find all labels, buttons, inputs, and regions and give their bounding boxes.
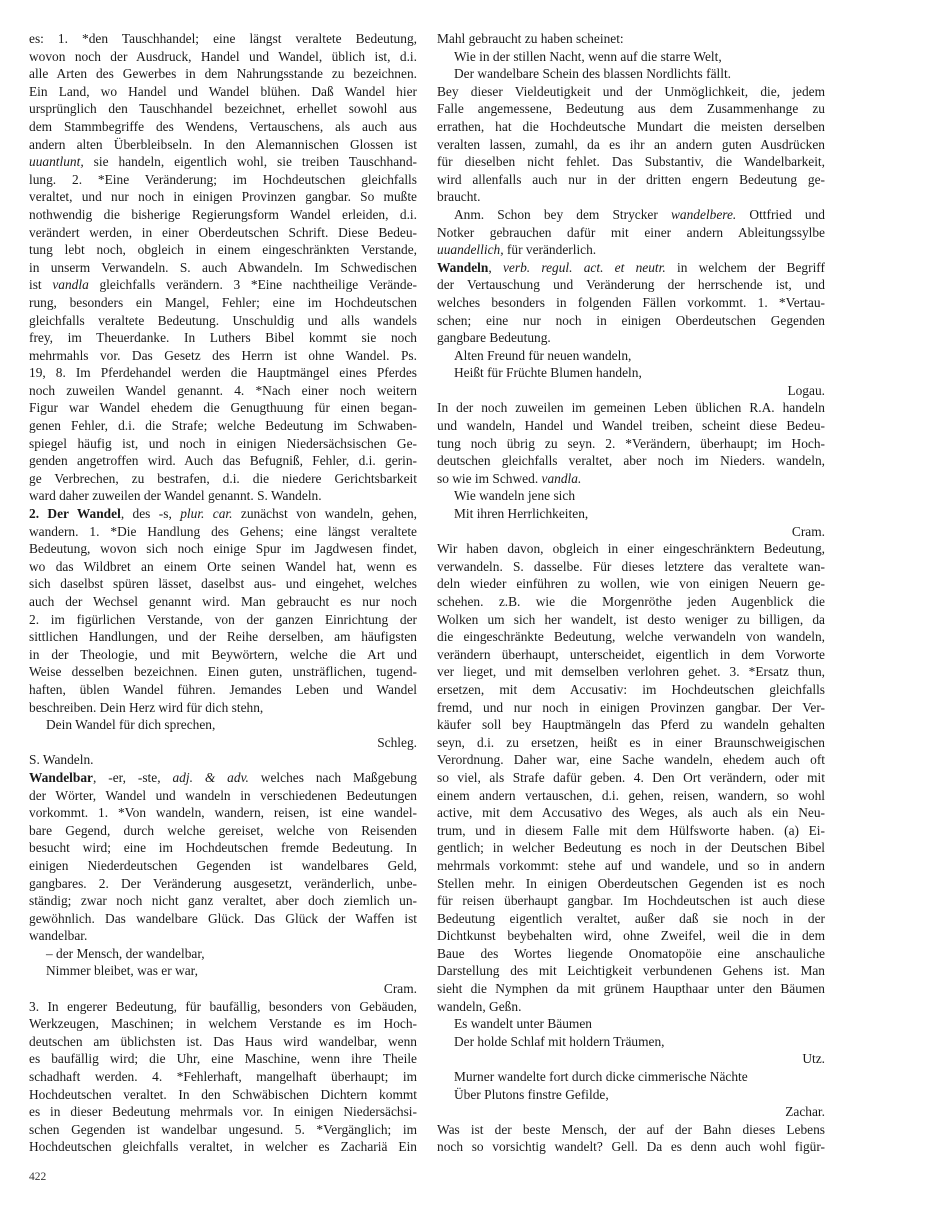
text-segment: tung noch übrig zu seyn. 2. *Verändern, überhaupt; im Hoch- — [437, 435, 825, 451]
text-line — [437, 998, 825, 1016]
text-line — [437, 1033, 825, 1051]
text-line — [29, 646, 417, 664]
text-segment: tung lebt noch, obgleich in einem eingeschränkten Verstande, — [29, 242, 417, 258]
text-segment: deutschen am üblichsten ist. Das Haus wird wandelbar, wenn — [29, 1033, 417, 1049]
text-line — [29, 1103, 417, 1121]
text-segment: es: 1. *den Tauschhandel; eine längst veraltete Bedeutung, — [29, 31, 417, 46]
text-line — [29, 118, 417, 136]
text-line — [29, 206, 417, 224]
text-segment: ist — [29, 277, 53, 293]
text-line — [437, 118, 825, 136]
text-segment: Ottfried und — [736, 206, 825, 222]
text-line — [437, 751, 825, 769]
text-segment: trum, und in diesem Falle mit dem Hülfsworte haben. (a) Ei- — [437, 822, 825, 838]
text-segment: verwandeln. S. dasselbe. Für dieses letztere das veraltete wan- — [437, 558, 825, 574]
italic-text: plur. car. — [180, 506, 233, 522]
text-line — [437, 734, 825, 752]
italic-text: verb. regul. act. et neutr. — [502, 259, 666, 275]
text-line — [29, 1138, 417, 1156]
text-segment: gangbare Bedeutung. — [437, 330, 551, 346]
text-line — [29, 839, 417, 857]
text-segment: Hochdeutschen veraltet. In den Schwäbischen Dichtern kommt — [29, 1086, 417, 1102]
text-line — [29, 259, 417, 277]
text-line — [29, 628, 417, 646]
text-segment: ver lieget, und mit demselben verlohren gehet. 3. *Ersatz thun, — [437, 664, 825, 680]
text-segment: schen Gegenden ist wandelbar ungesund. 5. *Vergänglich; im — [29, 1121, 417, 1137]
text-line — [437, 839, 825, 857]
text-segment: so wie im Schwed. — [437, 470, 542, 486]
text-line — [437, 699, 825, 717]
text-segment: wandern. 1. *Die Handlung des Gehens; eine längst veraltete — [29, 523, 417, 539]
text-segment: gangbares. 2. Der Veränderung ausgesetzt, veränderlich, unbe- — [29, 875, 417, 891]
text-line — [437, 1138, 825, 1156]
text-line — [29, 470, 417, 488]
text-segment: der Vertauschung und Veränderung der herrschende ist, und — [437, 277, 825, 293]
text-line — [437, 769, 825, 787]
text-segment: Baue des Wortes liegende Onomatopöie eine anschauliche — [437, 945, 825, 961]
text-segment: frey, im Theuerdanke. In Luthers Bibel kommt sie noch — [29, 330, 417, 346]
text-segment: Dichtkunst beybehalten wird, ohne Zweifel, weil die in dem — [437, 928, 825, 944]
text-segment: Cram. — [383, 981, 417, 997]
italic-text: vandla. — [541, 470, 582, 486]
text-segment: , -er, -ste, — [93, 769, 173, 785]
text-segment: der Wörter, Wandel und wandeln in verschiedenen Bedeutungen — [29, 787, 417, 803]
text-line — [437, 452, 825, 470]
text-line — [29, 1033, 417, 1051]
text-segment: sieht die Nymphen da mit grünem Haupthaar unter den Bäumen — [437, 981, 825, 997]
text-line — [29, 153, 417, 171]
text-segment: es baufällig wird; die Uhr, eine Maschine, wenn ihre Theile — [29, 1051, 417, 1067]
text-segment: gleichfalls veraltete Bedeutung. Unschuldig und alls wandels — [29, 312, 417, 328]
text-line — [437, 575, 825, 593]
text-segment: für dieselben nicht fehlet. Das Substantiv, die Wandelbarkeit, — [437, 154, 825, 170]
text-segment: und wandeln, Handel und Wandel treiben, scheint diese Bedeu- — [437, 418, 825, 434]
text-line — [29, 1068, 417, 1086]
text-segment: Werkzeugen, Maschinen; in welchem Verstande es im Hoch- — [29, 1016, 417, 1032]
text-line — [29, 875, 417, 893]
text-segment: veraltet, und nur noch in einigen Provinzen gangbar. So mußte — [29, 189, 417, 205]
text-line — [29, 699, 417, 717]
text-line — [29, 136, 417, 154]
text-line — [29, 751, 417, 769]
text-line — [437, 188, 825, 206]
text-segment: es in dieser Bedeutung mehrmals vor. In einigen Niedersächsi- — [29, 1104, 417, 1120]
text-line — [437, 1050, 825, 1068]
text-segment: Weise desselben bezeichnen. Einen guten, unsträflichen, tugend- — [29, 664, 417, 680]
text-line — [437, 593, 825, 611]
text-segment: rung, besonders ein Mangel, Fehler; eine im Hochdeutschen — [29, 294, 417, 310]
text-line — [29, 734, 417, 752]
text-segment: ständig; zwar noch nicht ganz veraltet, aber doch ziemlich un- — [29, 893, 417, 909]
text-segment: Darstellung des mit Leichtigkeit verbundenen Gehens ist. Man — [437, 963, 825, 979]
text-segment: Schleg. — [377, 734, 417, 750]
text-segment: Zachar. — [785, 1104, 825, 1120]
text-segment: seyn, d.i. zu ersetzen, heißt es in einer Braunschweigischen — [437, 734, 825, 750]
text-line — [29, 452, 417, 470]
text-line — [437, 206, 825, 224]
text-segment: Bedeutung eigentlich veraltet, außer daß sie noch in der — [437, 910, 825, 926]
text-line — [29, 241, 417, 259]
text-line — [437, 382, 825, 400]
text-segment: in welchem der Begriff — [665, 259, 825, 275]
text-line — [437, 716, 825, 734]
italic-text: vandla — [52, 277, 89, 293]
text-line — [437, 523, 825, 541]
text-segment: Nimmer bleibet, was er war, — [46, 963, 198, 979]
text-segment: 19, 8. Im Pferdehandel werden die Hauptmängel eines Pferdes — [29, 365, 417, 381]
text-line — [437, 558, 825, 576]
left-column — [29, 30, 417, 1156]
text-segment: Wie wandeln jene sich — [454, 488, 576, 504]
text-segment: Utz. — [802, 1051, 825, 1067]
text-segment: gleichfalls verändern. 3 *Eine nachtheilige Verände- — [88, 277, 417, 293]
text-line — [437, 312, 825, 330]
text-line — [29, 171, 417, 189]
text-segment: Falle angemessene, Bedeutung aus dem Zusammenhange zu — [437, 101, 825, 117]
text-segment: in der Theologie, und mit Beywörtern, welche die Art und — [29, 646, 417, 662]
text-segment: ursprünglich den Tauschhandel bezeichnet, erhellet sowohl aus — [29, 101, 417, 117]
text-line — [29, 857, 417, 875]
text-line — [437, 646, 825, 664]
text-line — [29, 417, 417, 435]
text-line — [29, 575, 417, 593]
text-line — [29, 30, 417, 48]
text-segment: haften, üblen Wandel führen. Jemandes Leben und Wandel — [29, 681, 417, 697]
text-segment: genen Fehler, d.i. die Strafe; welche Bedeutung im Schwaben- — [29, 418, 417, 434]
text-segment: noch so vorsichtig wandelt? Gell. Da es denn auch wohl figür- — [437, 1139, 825, 1155]
text-line — [437, 83, 825, 101]
text-segment: sittlichen Handlungen, und der Reihe derselben, am häufigsten — [29, 629, 417, 645]
text-segment: die eingeschränkte Bedeutung, welche verwandeln von wandeln, — [437, 629, 825, 645]
text-line — [437, 822, 825, 840]
text-line — [437, 153, 825, 171]
italic-text: uuantlunt, — [29, 154, 84, 170]
text-line — [29, 611, 417, 629]
text-segment: Cram. — [791, 523, 825, 539]
text-line — [29, 558, 417, 576]
text-segment: wovon noch der Ausdruck, Handel und Wandel, üblich ist, d.i. — [29, 48, 417, 64]
text-segment: welches besonders in folgenden Fällen vorkommt. 1. *Vertau- — [437, 294, 825, 310]
text-segment: wandeln, Geßn. — [437, 998, 522, 1014]
text-segment: Notker gebrauchen dafür mit einer andern Ableitungssylbe — [437, 224, 825, 240]
text-segment: genden angetroffen wird. Auch das Befugniß, Fehler, d.i. gerin- — [29, 453, 417, 469]
text-line — [437, 663, 825, 681]
text-segment: S. Wandeln. — [29, 752, 94, 768]
text-segment: Über Plutons finstre Gefilde, — [454, 1086, 609, 1102]
text-line — [29, 188, 417, 206]
headword: 2. Der Wandel — [29, 506, 121, 522]
text-line — [29, 927, 417, 945]
text-segment: besucht wird; eine im Hochdeutschen fremde Bedeutung. In — [29, 840, 417, 856]
text-line — [29, 294, 417, 312]
text-line — [29, 540, 417, 558]
text-line — [437, 962, 825, 980]
text-segment: Verordnung. Daher war, eine Sache wandeln, ehedem auch oft — [437, 752, 825, 768]
text-segment: Es wandelt unter Bäumen — [454, 1016, 592, 1032]
text-line — [437, 1086, 825, 1104]
text-line — [29, 945, 417, 963]
text-line — [29, 787, 417, 805]
text-line — [29, 487, 417, 505]
text-segment: Logau. — [787, 382, 825, 398]
text-line — [29, 65, 417, 83]
text-line — [437, 399, 825, 417]
text-line — [29, 663, 417, 681]
text-segment: noch zuweilen Wandel genannt. 4. *Nach einer noch weitern — [29, 382, 417, 398]
text-segment: nothwendig die bisherige Regierungsform Wandel erleiden, d.i. — [29, 206, 417, 222]
text-segment: dem Stammbegriffe des Wendens, Vertauschens, als auch aus — [29, 118, 417, 134]
text-segment: ward daher zuweilen der Wandel genannt. S. Wandeln. — [29, 488, 322, 504]
text-line — [29, 399, 417, 417]
text-line — [29, 716, 417, 734]
text-segment: ersetzen, mit dem Accusativ: im Hochdeutschen gleichfalls — [437, 681, 825, 697]
text-segment: Figur war Wandel ehedem die Genugthuung für einen began- — [29, 400, 417, 416]
text-line — [437, 417, 825, 435]
text-line — [437, 48, 825, 66]
text-segment: Alten Freund für neuen wandeln, — [454, 347, 632, 363]
text-segment: gentlich; in welcher Bedeutung es noch in der Deutschen Bibel — [437, 840, 825, 856]
text-line — [29, 980, 417, 998]
text-segment: bare Gegend, durch welche gereiset, welche von Reisenden — [29, 822, 417, 838]
text-segment: andern alten Überbleibseln. In den Alemannischen Glossen ist — [29, 136, 417, 152]
text-segment: spiegel häufig ist, und noch in einigen Niedersächsischen Ge- — [29, 435, 417, 451]
text-line — [29, 276, 417, 294]
text-segment: deutschen gleichfalls veraltet, aber noch im Nieders. wandeln, — [437, 453, 825, 469]
text-segment: schadhaft werden. 4. *Fehlerhaft, mangelhaft überhaupt; im — [29, 1069, 417, 1085]
text-line — [29, 822, 417, 840]
text-line — [437, 611, 825, 629]
text-line — [29, 48, 417, 66]
text-line — [437, 927, 825, 945]
text-line — [29, 1086, 417, 1104]
text-line — [437, 276, 825, 294]
text-line — [29, 892, 417, 910]
text-segment: , — [488, 259, 503, 275]
text-segment: wo das Wildbret an einem Orte seinen Wandel hat, wenn es — [29, 558, 417, 574]
text-line — [29, 312, 417, 330]
text-line — [29, 364, 417, 382]
text-line — [29, 523, 417, 541]
text-segment: alle Arten des Gewerbes in dem Nahrungsstande zu bezeichnen. — [29, 66, 417, 82]
text-line — [437, 224, 825, 242]
text-line — [29, 769, 417, 787]
text-segment: auch der Wechsel genannt wird. Man gebraucht es nur noch — [29, 594, 417, 609]
italic-text: uuandellich, — [437, 242, 504, 258]
text-line — [437, 30, 825, 48]
text-line — [437, 470, 825, 488]
text-line — [29, 804, 417, 822]
text-segment: sich daselbst spüren lässet, daselbst aus- und eingehet, welches — [29, 576, 417, 592]
text-line — [29, 224, 417, 242]
text-line — [437, 875, 825, 893]
text-segment: fremd, und nur noch in einigen Provinzen gangbar. Der Ver- — [437, 699, 825, 715]
italic-text: adj. & adv. — [172, 769, 249, 785]
italic-text: wandelbere. — [670, 206, 737, 222]
text-segment: Ein Land, wo Handel und Wandel blühen. Daß Wandel hier — [29, 83, 417, 99]
text-segment: Bedeutung, wovon sich noch einige Spur im Jagdwesen findet, — [29, 541, 417, 557]
headword: Wandelbar — [29, 769, 93, 785]
text-segment: In der noch zuweilen im gemeinen Leben üblichen R.A. handeln — [437, 400, 825, 416]
text-line — [29, 505, 417, 523]
text-segment: schehen. z.B. wie die Morgenröthe jeden Augenblick die — [437, 594, 825, 609]
text-segment: 3. In engerer Bedeutung, für baufällig, besonders von Gebäuden, — [29, 998, 417, 1014]
text-line — [437, 910, 825, 928]
text-segment: gewöhnlich. Das wandelbare Glück. Das Glück der Waffen ist — [29, 910, 417, 926]
text-segment: lung. 2. *Eine Veränderung; im Hochdeutschen gleichfalls — [29, 171, 417, 187]
text-line — [437, 787, 825, 805]
text-line — [29, 435, 417, 453]
text-line — [437, 171, 825, 189]
text-line — [437, 241, 825, 259]
text-line — [437, 65, 825, 83]
text-segment: Mahl gebraucht zu haben scheinet: — [437, 31, 624, 46]
text-segment: in unserm Verwandeln. S. auch Abwandeln. Im Schwedischen — [29, 259, 417, 275]
text-line — [437, 980, 825, 998]
text-segment: mehrmahls vor. Das Gesetz des Herrn ist ohne Wandel. Ps. — [29, 347, 417, 363]
text-line — [437, 136, 825, 154]
text-line — [437, 628, 825, 646]
text-line — [437, 294, 825, 312]
text-line — [437, 364, 825, 382]
text-segment: Murner wandelte fort durch dicke cimmerische Nächte — [454, 1069, 748, 1085]
text-segment: vorkommt. 1. *Von wandeln, wandern, reisen, ist eine wandel- — [29, 805, 417, 821]
text-segment: so viel, als Strafe dafür geben. 4. Den Ort verändern, oder mit — [437, 769, 825, 785]
text-segment: Dein Wandel für dich sprechen, — [46, 717, 216, 733]
text-segment: käufer soll bey Hauptmängeln das Pferd zu wandeln gehalten — [437, 717, 825, 733]
text-segment: active, mit dem Accusativo des Weges, als auch als ein Neu- — [437, 805, 825, 821]
text-segment: zunächst von wandeln, gehen, — [232, 506, 417, 522]
text-segment: sie handeln, eigentlich wohl, sie treiben Tauschhand- — [83, 154, 417, 170]
text-segment: veralten lassen, zumahl, da es ihr an andern guten Ausdrücken — [437, 136, 825, 152]
headword: Wandeln — [437, 259, 489, 275]
text-line — [437, 487, 825, 505]
text-line — [437, 1103, 825, 1121]
text-segment: ge Verbrechen, zu bestrafen, d.i. die niedere Gerichtsbarkeit — [29, 470, 417, 486]
text-line — [29, 681, 417, 699]
text-line — [437, 259, 825, 277]
text-segment: mehrmals vorkommt: stehe auf und wandele, und so in andern — [437, 857, 825, 873]
right-column — [437, 30, 825, 1156]
text-line — [437, 892, 825, 910]
text-segment: schen; eine nur noch in einigen Oberdeutschen Gegenden — [437, 312, 825, 328]
text-segment: Wir haben davon, obgleich in einer eingeschränktern Bedeutung, — [437, 541, 825, 557]
text-line — [437, 857, 825, 875]
text-segment: Mit ihren Herrlichkeiten, — [454, 506, 589, 522]
text-segment: verändern überhaupt, unterscheidet, eigentlich in dem Vorworte — [437, 646, 825, 662]
text-segment: , des -s, — [120, 506, 181, 522]
text-line — [29, 100, 417, 118]
text-segment: verändert werden, in einer Oberdeutschen Schrift. Diese Bedeu- — [29, 224, 417, 240]
text-line — [437, 347, 825, 365]
text-segment: einem andern vertauschen, d.i. gehen, reisen, wandern, so wohl — [437, 787, 825, 803]
text-line — [437, 1068, 825, 1086]
text-segment: für reisen überhaupt gangbar. Im Hochdeutschen ist auch diese — [437, 893, 825, 909]
text-line — [437, 435, 825, 453]
text-line — [29, 998, 417, 1016]
text-line — [437, 945, 825, 963]
text-segment: Der wandelbare Schein des blassen Nordlichts fällt. — [454, 66, 732, 82]
text-segment: Wie in der stillen Nacht, wenn auf die starre Welt, — [454, 48, 722, 64]
page-number: 422 — [29, 1171, 47, 1183]
text-segment: Heißt für Früchte Blumen handeln, — [454, 365, 642, 381]
text-segment: Wolken um sich her wandelt, ist desto weniger zu billigen, da — [437, 611, 825, 627]
text-segment: deln wieder einführen zu wollen, wie von einigen Neuern ge- — [437, 576, 825, 592]
text-line — [29, 1050, 417, 1068]
text-segment: – der Mensch, der wandelbar, — [46, 945, 205, 961]
text-line — [437, 540, 825, 558]
text-segment: Hochdeutschen gleichfalls veraltet, in welcher es Zachariä Ein — [29, 1139, 417, 1155]
text-segment: Stellen mehr. In einigen Oberdeutschen Gegenden ist es noch — [437, 875, 825, 891]
text-segment: einigen Niederdeutschen Gegenden ist wandelbares Geld, — [29, 857, 417, 873]
text-line — [437, 1121, 825, 1139]
text-line — [29, 593, 417, 611]
text-segment: Der holde Schlaf mit holdern Träumen, — [454, 1033, 665, 1049]
text-segment: wandelbar. — [29, 928, 88, 944]
text-segment: Anm. Schon bey dem Strycker — [454, 206, 671, 222]
text-line — [29, 83, 417, 101]
text-line — [437, 681, 825, 699]
text-line — [29, 1015, 417, 1033]
text-segment: 2. im figürlichen Verstande, von der ganzen Einrichtung der — [29, 611, 417, 627]
text-segment: für veränderlich. — [503, 242, 597, 258]
text-line — [437, 804, 825, 822]
text-segment: errathen, hat die Hochdeutsche Mundart die meisten derselben — [437, 118, 825, 134]
text-segment: wird allenfalls auch nur in der dritten engern Bedeutung ge- — [437, 171, 825, 187]
text-line — [437, 329, 825, 347]
text-segment: Was ist der beste Mensch, der auf der Bahn dieses Lebens — [437, 1121, 825, 1137]
text-line — [29, 962, 417, 980]
text-segment: beschreiben. Dein Herz wird für dich stehn, — [29, 699, 264, 715]
text-line — [29, 910, 417, 928]
text-segment: welches nach Maßgebung — [248, 769, 417, 785]
text-line — [29, 382, 417, 400]
text-line — [437, 100, 825, 118]
text-line — [29, 1121, 417, 1139]
text-line — [29, 329, 417, 347]
text-line — [437, 505, 825, 523]
text-segment: braucht. — [437, 189, 481, 205]
text-segment: Bey dieser Vieldeutigkeit und der Unmöglichkeit, die, jedem — [437, 83, 825, 99]
text-line — [29, 347, 417, 365]
text-line — [437, 1015, 825, 1033]
